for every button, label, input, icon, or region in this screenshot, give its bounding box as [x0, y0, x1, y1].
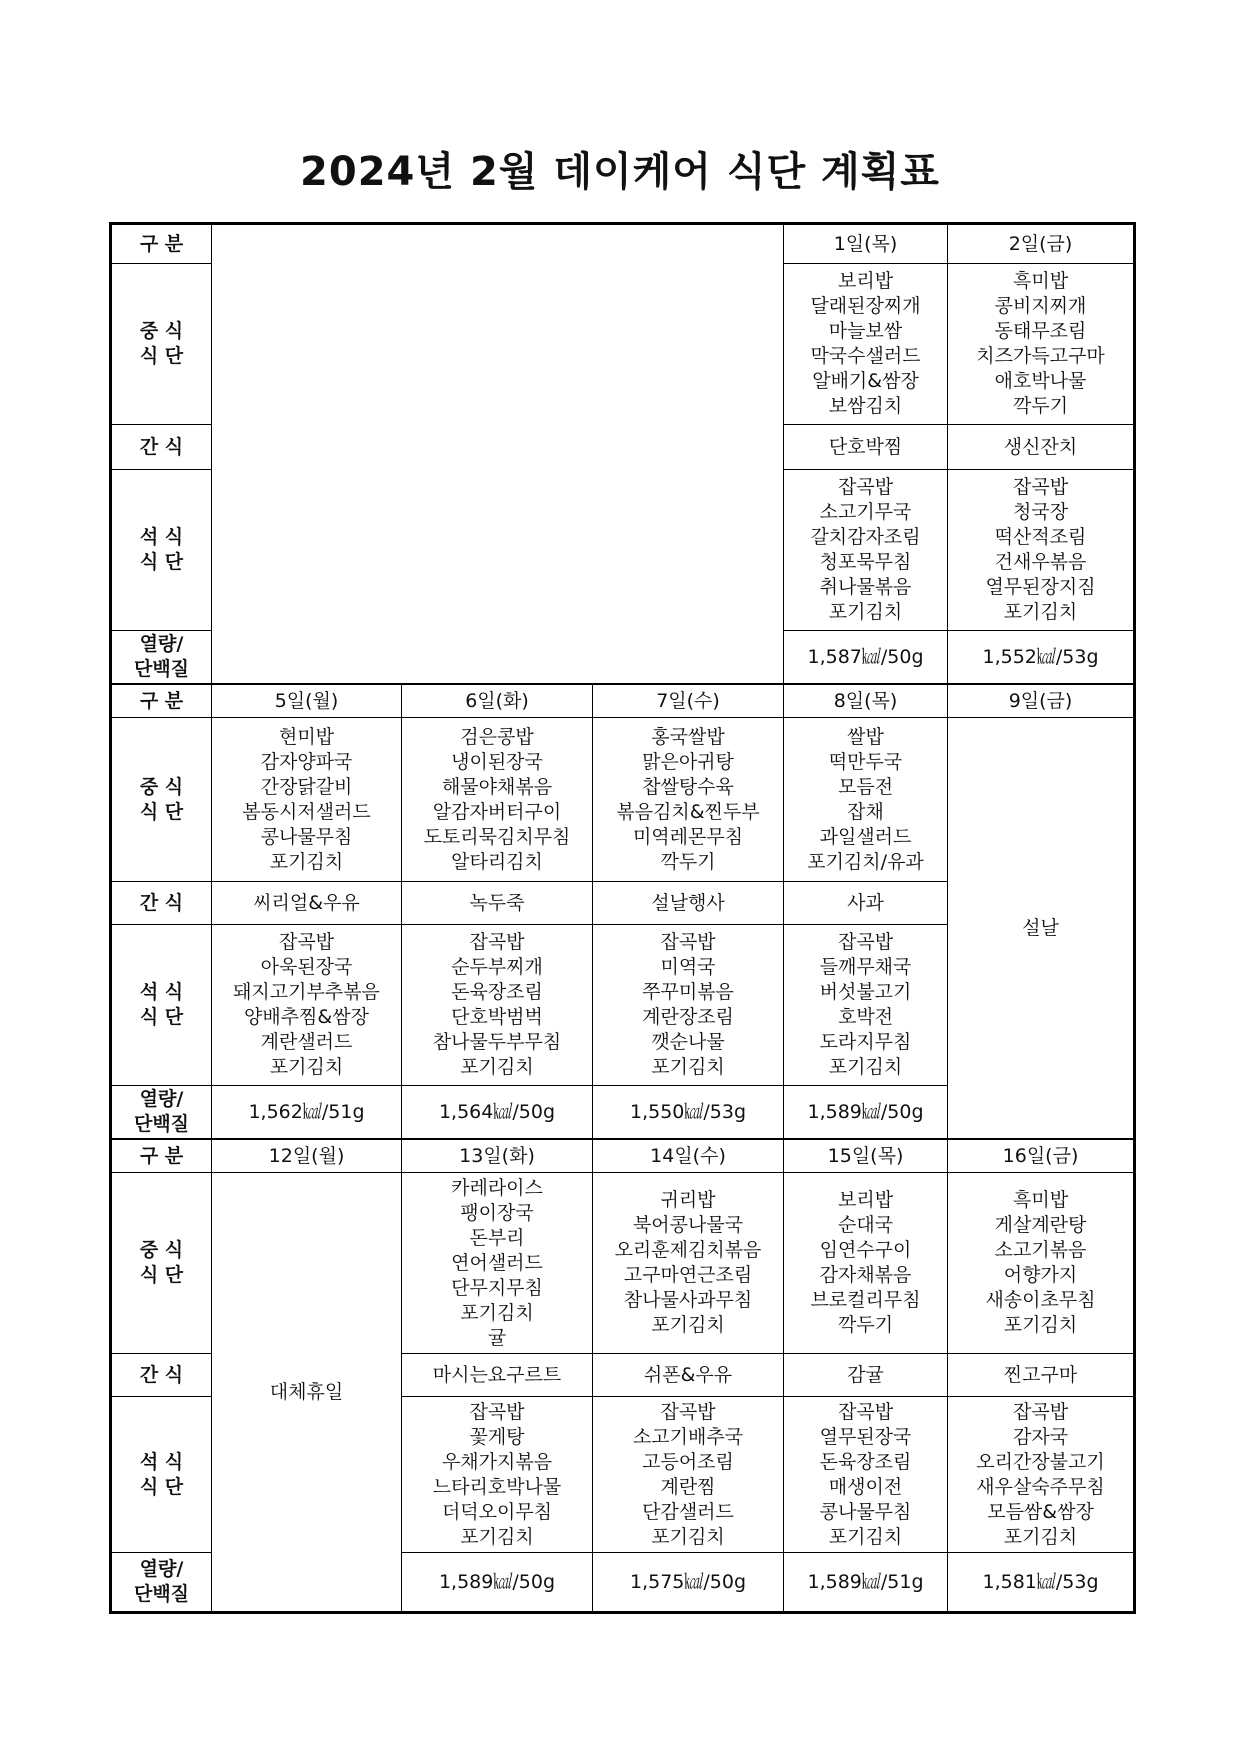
calorie-cell: 1,552㎉/53g: [948, 631, 1135, 685]
dinner-menu-item: 잡곡밥: [469, 1400, 525, 1423]
dinner-menu-item: 포기김치: [651, 1056, 725, 1078]
lunch-menu-item: 마늘보쌈: [828, 320, 903, 342]
calorie-label-text: 열량/: [139, 1558, 184, 1580]
lunch-menu-item: 홍국쌀밥: [651, 725, 725, 748]
dinner-menu-item: 잡곡밥: [837, 931, 894, 953]
dinner-menu-item: 잡곡밥: [469, 931, 525, 953]
lunch-menu-cell: [593, 1173, 784, 1354]
dinner-menu-item: 취나물볶음: [819, 576, 912, 598]
lunch-menu-item: 포기김치: [651, 1314, 725, 1336]
lunch-menu-item: 보리밥: [837, 270, 894, 292]
snack-label: [111, 882, 212, 925]
lunch-menu-item: 새송이초무침: [985, 1289, 1096, 1311]
lunch-menu-item: 소고기볶음: [994, 1239, 1087, 1261]
dinner-label-text: 식 단: [139, 1475, 184, 1498]
lunch-label: [111, 1173, 212, 1354]
dinner-menu-item: 잡곡밥: [1012, 1400, 1069, 1423]
lunch-label-text: 식 단: [139, 1264, 184, 1286]
calorie-label: [111, 1086, 212, 1140]
lunch-menu-item: 알타리김치: [451, 850, 543, 873]
dinner-menu-item: 느타리호박나물: [432, 1475, 562, 1498]
dinner-menu-item: 콩나물무침: [819, 1500, 912, 1523]
dinner-menu-item: 갈치감자조림: [810, 526, 921, 548]
dinner-menu-item: 포기김치: [651, 1525, 725, 1548]
snack-cell: 단호박찜: [784, 425, 948, 470]
dinner-menu-item: 양배추찜&쌈장: [244, 1006, 369, 1028]
date-cell: 7일(수): [593, 684, 784, 718]
date-cell: 6일(화): [402, 684, 593, 718]
dinner-menu-item: 건새우볶음: [994, 551, 1087, 573]
dinner-menu-item: 잡곡밥: [660, 931, 716, 953]
calorie-cell: 1,564㎉/50g: [402, 1086, 593, 1140]
dinner-menu-item: 미역국: [660, 956, 716, 978]
dinner-menu-item: 계란장조림: [642, 1006, 734, 1028]
dinner-menu-item: 모듬쌈&쌈장: [987, 1500, 1094, 1523]
date-cell: 1일(목): [784, 224, 948, 264]
lunch-menu-item: 애호박나물: [994, 370, 1087, 392]
dinner-menu-item: 감자국: [1012, 1425, 1069, 1448]
snack-label-text: 간 식: [139, 891, 184, 914]
dinner-menu-item: 오리간장불고기: [976, 1450, 1105, 1473]
dinner-label: [111, 470, 212, 631]
date-header-row: [111, 224, 1135, 264]
dinner-menu-item: 포기김치: [828, 601, 903, 623]
date-cell: 5일(월): [212, 684, 402, 718]
lunch-menu-item: 카레라이스: [451, 1176, 543, 1199]
dinner-menu-item: 돈육장조림: [451, 981, 543, 1003]
lunch-row: [111, 1173, 1135, 1354]
dinner-menu-cell: [784, 1397, 948, 1553]
dinner-menu-item: 새우살숙주무침: [976, 1475, 1105, 1498]
date-cell: 14일(수): [593, 1139, 784, 1173]
date-cell: 15일(목): [784, 1139, 948, 1173]
gubun-label: [111, 1139, 212, 1173]
lunch-menu-item: 오리훈제김치볶음: [614, 1239, 762, 1261]
dinner-menu-item: 단호박범벅: [451, 1006, 543, 1028]
page-title: 2024년 2월 데이케어 식단 계획표: [300, 149, 940, 195]
dinner-menu-item: 열무된장지짐: [985, 576, 1096, 598]
calorie-cell: 1,587㎉/50g: [784, 631, 948, 685]
lunch-row: [111, 718, 1135, 882]
dinner-menu-item: 꽃게탕: [469, 1425, 525, 1448]
lunch-menu-cell: [948, 264, 1135, 425]
lunch-menu-item: 보쌈김치: [828, 395, 903, 417]
dinner-menu-item: 열무된장국: [819, 1425, 912, 1448]
dinner-menu-item: 호박전: [837, 1006, 894, 1028]
dinner-menu-item: 잡곡밥: [837, 1400, 894, 1423]
lunch-label-text: 중 식: [139, 775, 184, 798]
lunch-menu-item: 포기김치: [269, 850, 344, 873]
lunch-menu-item: 간장닭갈비: [260, 775, 353, 798]
dinner-menu-item: 잡곡밥: [1012, 476, 1069, 498]
date-header-row: [111, 684, 1135, 718]
dinner-menu-item: 돈육장조림: [819, 1450, 912, 1473]
lunch-menu-item: 북어콩나물국: [632, 1214, 744, 1236]
lunch-menu-cell: [784, 264, 948, 425]
lunch-menu-item: 잡채: [847, 800, 884, 823]
dinner-menu-item: 계란샐러드: [260, 1031, 353, 1053]
holiday-cell: 대체휴일: [212, 1173, 402, 1613]
snack-label-text: 간 식: [139, 1363, 184, 1386]
lunch-label: [111, 718, 212, 882]
dinner-menu-item: 포기김치: [460, 1525, 534, 1548]
dinner-menu-item: 단감샐러드: [642, 1500, 734, 1523]
dinner-menu-item: 소고기배추국: [632, 1425, 744, 1448]
dinner-menu-item: 잡곡밥: [837, 476, 894, 498]
dinner-menu-item: 청포묵무침: [819, 551, 912, 573]
gubun-label-text: 구 분: [139, 232, 184, 255]
calorie-label: [111, 631, 212, 685]
lunch-menu-item: 봄동시저샐러드: [242, 800, 371, 823]
calorie-label-text: 열량/: [139, 1088, 184, 1110]
lunch-menu-cell: [212, 718, 402, 882]
dinner-menu-item: 쭈꾸미볶음: [642, 981, 734, 1003]
dinner-menu-item: 순두부찌개: [451, 956, 543, 978]
lunch-menu-item: 고구마연근조림: [623, 1264, 753, 1286]
snack-cell: 사과: [784, 882, 948, 925]
lunch-menu-item: 감자채볶음: [819, 1264, 912, 1286]
dinner-label: [111, 1397, 212, 1553]
dinner-label-text: 식 단: [139, 551, 184, 573]
lunch-menu-item: 과일샐러드: [819, 825, 912, 848]
gubun-label-text: 구 분: [139, 1144, 184, 1167]
lunch-menu-item: 해물야채볶음: [441, 775, 553, 798]
calorie-label-text: 단백질: [133, 1583, 190, 1605]
dinner-menu-cell: [593, 925, 784, 1086]
dinner-menu-cell: [784, 470, 948, 631]
lunch-menu-item: 검은콩밥: [460, 725, 534, 748]
lunch-menu-cell: [593, 718, 784, 882]
lunch-menu-item: 귀리밥: [660, 1189, 716, 1211]
lunch-label-text: 중 식: [139, 320, 184, 342]
dinner-menu-item: 잡곡밥: [660, 1400, 716, 1423]
lunch-menu-item: 모듬전: [837, 775, 894, 798]
lunch-menu-item: 알감자버터구이: [432, 800, 562, 823]
dinner-menu-item: 포기김치: [269, 1056, 344, 1078]
dinner-menu-item: 들깨무채국: [819, 956, 912, 978]
lunch-menu-cell: [784, 1173, 948, 1354]
snack-label-text: 간 식: [139, 435, 184, 458]
calorie-label-text: 열량/: [139, 633, 184, 655]
calorie-label: [111, 1553, 212, 1613]
dinner-menu-item: 도라지무침: [819, 1031, 912, 1053]
dinner-menu-item: 포기김치: [460, 1056, 534, 1078]
gubun-label-text: 구 분: [139, 689, 184, 712]
lunch-menu-item: 깍두기: [1012, 395, 1069, 417]
dinner-menu-item: 깻순나물: [651, 1031, 725, 1053]
lunch-menu-item: 치즈가득고구마: [976, 345, 1105, 367]
date-cell: 2일(금): [948, 224, 1135, 264]
lunch-menu-item: 콩나물무침: [260, 825, 353, 848]
snack-cell: 쉬폰&우유: [593, 1354, 784, 1397]
dinner-menu-item: 포기김치: [1003, 1525, 1078, 1548]
calorie-cell: 1,589㎉/50g: [784, 1086, 948, 1140]
dinner-menu-item: 포기김치: [1003, 601, 1078, 623]
lunch-menu-item: 현미밥: [278, 725, 335, 748]
date-cell: 16일(금): [948, 1139, 1135, 1173]
lunch-menu-item: 깍두기: [837, 1314, 894, 1336]
dinner-menu-cell: [948, 470, 1135, 631]
gubun-label: [111, 684, 212, 718]
lunch-menu-item: 막국수샐러드: [810, 345, 921, 367]
lunch-menu-item: 포기김치/유과: [807, 850, 924, 873]
dinner-menu-item: 떡산적조림: [994, 526, 1087, 548]
lunch-menu-item: 돈부리: [469, 1226, 525, 1249]
snack-label: [111, 1354, 212, 1397]
dinner-menu-item: 소고기무국: [819, 501, 912, 523]
date-header-row: [111, 1139, 1135, 1173]
dinner-menu-item: 청국장: [1012, 501, 1069, 523]
dinner-label-text: 식 단: [139, 1006, 184, 1028]
empty-block: [212, 224, 784, 685]
lunch-label: [111, 264, 212, 425]
calorie-label-text: 단백질: [133, 658, 190, 680]
lunch-menu-item: 보리밥: [837, 1189, 894, 1211]
dinner-label: [111, 925, 212, 1086]
gubun-label: [111, 224, 212, 264]
calorie-cell: 1,589㎉/51g: [784, 1553, 948, 1613]
date-cell: 13일(화): [402, 1139, 593, 1173]
lunch-menu-item: 콩비지찌개: [994, 295, 1087, 317]
lunch-label-text: 중 식: [139, 1239, 184, 1261]
meal-plan-table: [109, 222, 1136, 1614]
lunch-menu-cell: [948, 1173, 1135, 1354]
date-cell: 12일(월): [212, 1139, 402, 1173]
lunch-menu-item: 미역레몬무침: [632, 825, 744, 848]
lunch-menu-item: 포기김치: [1003, 1314, 1078, 1336]
dinner-menu-cell: [402, 1397, 593, 1553]
calorie-cell: 1,581㎉/53g: [948, 1553, 1135, 1613]
lunch-menu-item: 게살계란탕: [994, 1214, 1087, 1236]
lunch-menu-cell: [402, 718, 593, 882]
snack-cell: 마시는요구르트: [402, 1354, 593, 1397]
lunch-menu-item: 볶음김치&찐두부: [616, 800, 760, 823]
snack-cell: 씨리얼&우유: [212, 882, 402, 925]
dinner-menu-cell: [948, 1397, 1135, 1553]
dinner-menu-cell: [212, 925, 402, 1086]
dinner-menu-item: 포기김치: [828, 1525, 903, 1548]
lunch-menu-item: 맑은아귀탕: [642, 750, 734, 773]
lunch-menu-item: 쌀밥: [847, 725, 884, 748]
calorie-cell: 1,575㎉/50g: [593, 1553, 784, 1613]
dinner-menu-item: 계란찜: [660, 1475, 716, 1498]
lunch-menu-item: 동태무조림: [994, 320, 1087, 342]
lunch-menu-item: 팽이장국: [460, 1201, 534, 1224]
snack-cell: 녹두죽: [402, 882, 593, 925]
lunch-menu-item: 달래된장찌개: [810, 295, 921, 317]
dinner-label-text: 석 식: [139, 981, 184, 1003]
lunch-menu-item: 어향가지: [1003, 1264, 1078, 1286]
dinner-menu-cell: [402, 925, 593, 1086]
lunch-menu-item: 참나물사과무침: [623, 1289, 753, 1311]
dinner-menu-item: 더덕오이무침: [441, 1500, 553, 1523]
snack-cell: 생신잔치: [948, 425, 1135, 470]
date-cell: 8일(목): [784, 684, 948, 718]
lunch-menu-item: 포기김치: [460, 1301, 534, 1324]
lunch-label-text: 식 단: [139, 800, 184, 823]
dinner-menu-item: 참나물두부무침: [432, 1031, 562, 1053]
lunch-menu-item: 알배기&쌈장: [812, 370, 919, 392]
dinner-menu-item: 버섯불고기: [819, 981, 912, 1003]
lunch-menu-item: 찹쌀탕수육: [642, 775, 734, 798]
dinner-menu-item: 아욱된장국: [260, 956, 353, 978]
dinner-menu-item: 우채가지볶음: [441, 1450, 553, 1473]
lunch-menu-cell: [402, 1173, 593, 1354]
lunch-menu-item: 브로컬리무침: [810, 1289, 921, 1311]
dinner-menu-item: 잡곡밥: [278, 931, 335, 953]
dinner-menu-item: 돼지고기부추볶음: [233, 981, 380, 1003]
holiday-cell: 설날: [948, 718, 1135, 1140]
snack-cell: 설날행사: [593, 882, 784, 925]
calorie-label-text: 단백질: [133, 1113, 190, 1135]
lunch-menu-item: 귤: [487, 1326, 507, 1349]
lunch-menu-item: 깍두기: [660, 850, 716, 873]
lunch-menu-item: 냉이된장국: [451, 750, 543, 773]
calorie-cell: 1,562㎉/51g: [212, 1086, 402, 1140]
dinner-label-text: 석 식: [139, 1450, 184, 1473]
lunch-menu-item: 떡만두국: [828, 750, 903, 773]
dinner-menu-cell: [784, 925, 948, 1086]
dinner-menu-item: 포기김치: [828, 1056, 903, 1078]
lunch-menu-cell: [784, 718, 948, 882]
lunch-menu-item: 흑미밥: [1012, 1189, 1069, 1211]
snack-label: [111, 425, 212, 470]
calorie-cell: 1,589㎉/50g: [402, 1553, 593, 1613]
lunch-menu-item: 연어샐러드: [451, 1251, 543, 1274]
lunch-menu-item: 감자양파국: [260, 750, 353, 773]
dinner-menu-item: 매생이전: [828, 1475, 903, 1498]
lunch-menu-item: 흑미밥: [1012, 270, 1069, 292]
dinner-label-text: 석 식: [139, 526, 184, 548]
lunch-menu-item: 임연수구이: [819, 1239, 912, 1261]
dinner-menu-cell: [593, 1397, 784, 1553]
snack-cell: 감귤: [784, 1354, 948, 1397]
dinner-menu-item: 고등어조림: [642, 1450, 734, 1473]
lunch-menu-item: 도토리묵김치무침: [423, 825, 571, 848]
date-cell: 9일(금): [948, 684, 1135, 718]
lunch-menu-item: 단무지무침: [451, 1276, 543, 1299]
snack-cell: 찐고구마: [948, 1354, 1135, 1397]
lunch-menu-item: 순대국: [837, 1214, 894, 1236]
calorie-cell: 1,550㎉/53g: [593, 1086, 784, 1140]
lunch-label-text: 식 단: [139, 345, 184, 367]
